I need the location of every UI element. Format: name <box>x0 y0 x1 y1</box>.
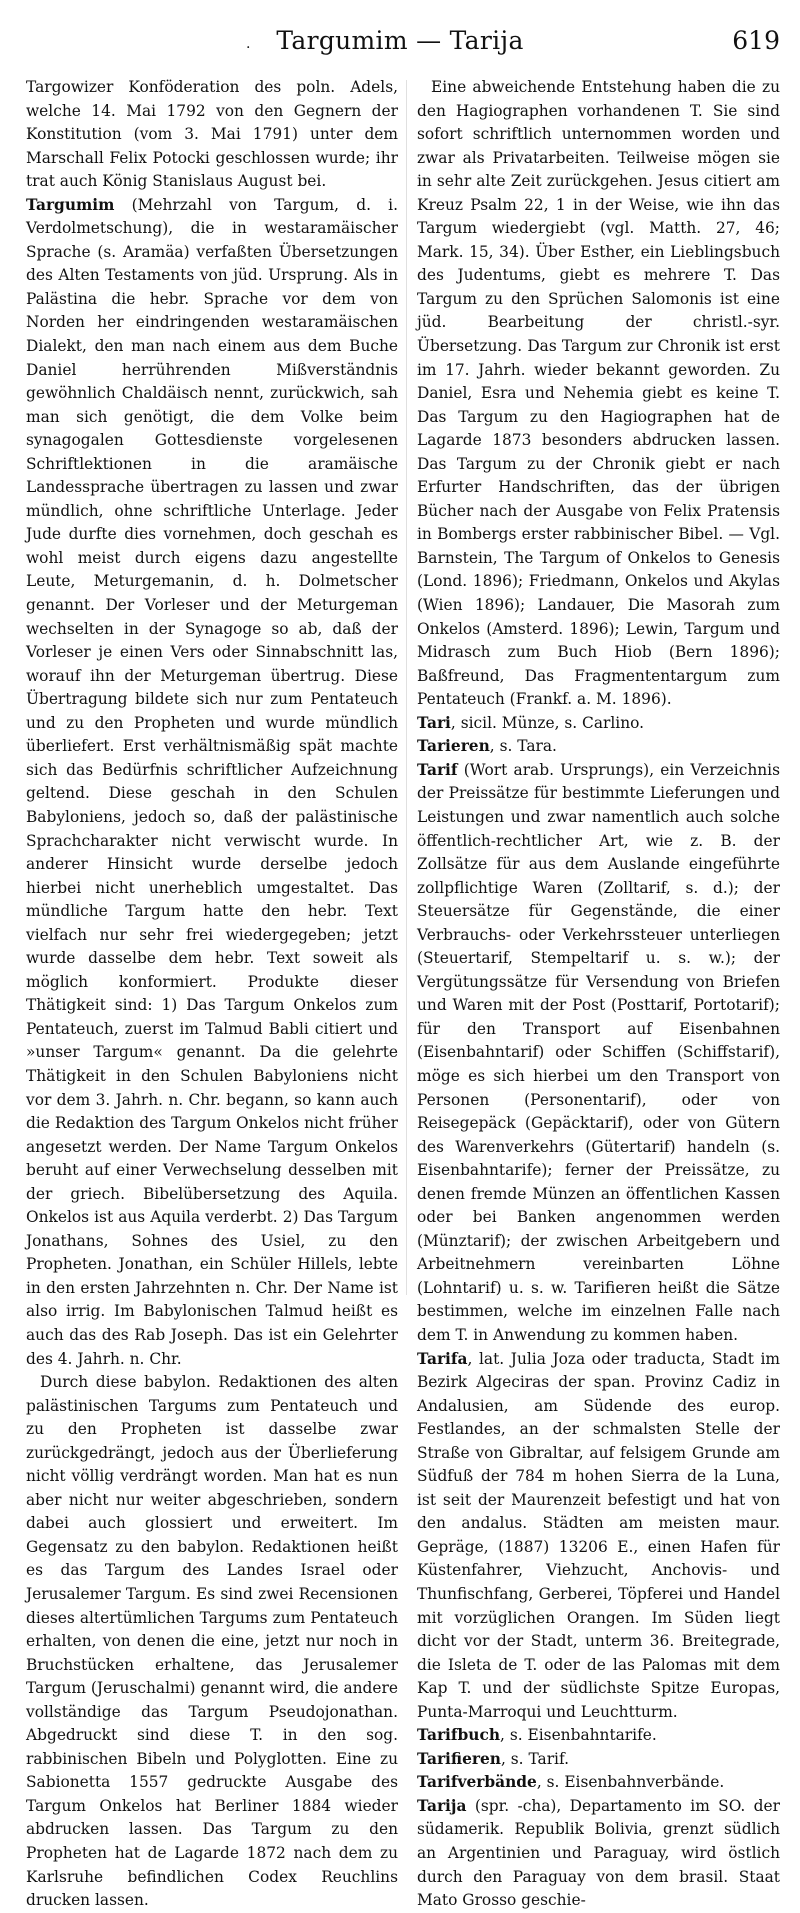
dictionary-entry <box>417 712 780 736</box>
entry-text: , lat. Julia Joza oder traducta, Stadt im Bezirk Algeciras der span. Provinz Cadiz in Andalusien, am Südende des europ. Festlandes, an der schmalsten Stelle der Straße von Gibraltar, auf felsigem Grunde am Südfuß der 784 m hohen Sierra de la Luna, ist seit der Maurenzeit befestigt und hat von den andalus. Städten am meisten maur. Gepräge, (1887) 13206 E., einen Hafen für Küstenfahrer, Viehzucht, Anchovis- und Thunfischfang, Gerberei, Töpferei und Handel mit vorzüglichen Orangen. Im Süden liegt dicht vor der Stadt, unterm 36. Breitegrade, die Isleta de T. oder de las Palomas mit dem Kap T. und der südlichste Spitze Europas, Punta-Marroqui und Leuchtturm. <box>417 1349 780 1721</box>
paragraph <box>417 76 780 712</box>
entry-text: (spr. -cha), Departamento im SO. der südamerik. Republik Bolivia, grenzt südlich an Argentinien und Paraguay, wird östlich durch den Paraguay von dem brasil. Staat Mato Grosso geschie- <box>417 1796 780 1910</box>
entry-text: , s. Eisenbahntarife. <box>500 1726 657 1745</box>
entry-headword: Targumim <box>26 195 115 214</box>
entry-text: , sicil. Münze, s. Carlino. <box>450 713 644 732</box>
dictionary-entry <box>417 1724 780 1748</box>
dictionary-entry <box>417 759 780 1348</box>
entry-headword: Tarifbuch <box>417 1726 501 1745</box>
dictionary-entry <box>417 1748 780 1772</box>
entry-text: , s. Eisenbahnverbände. <box>536 1773 725 1792</box>
dictionary-entry <box>26 194 398 1371</box>
dictionary-entry <box>417 1348 780 1725</box>
paragraph <box>26 76 398 194</box>
entry-headword: Tari <box>417 713 451 732</box>
entry-text: Targowizer Konföderation des poln. Adels, welche 14. Mai 1792 von den Gegnern der Konstitution (vom 3. Mai 1791) unter dem Marschall Felix Potocki geschlossen wurde; ihr trat auch König Stanislaus August bei. <box>26 78 398 191</box>
header-dot: . <box>246 36 251 52</box>
page-number: 619 <box>732 26 780 55</box>
running-title: Targumim — Tarija <box>276 26 524 55</box>
entry-text: , s. Tara. <box>489 737 557 756</box>
dictionary-entry <box>417 1795 780 1913</box>
entry-text: (Mehrzahl von Targum, d. i. Verdolmetschung), die in westaramäischer Sprache (s. Aramäa) verfaßten Übersetzungen des Alten Testaments von jüd. Ursprung. Als in Palästina die hebr. Sprache vor dem von Norden her eindringenden westaramäischen Dialekt, den man nach einem aus dem Buche Daniel herrührenden Mißverständnis gewöhnlich Chaldäisch nennt, zurückwich, sah man sich genötigt, die dem Volke beim synagogalen Gottesdienste vorgelesenen Schriftlektionen in die aramäische Landessprache übertragen zu lassen und zwar mündlich, ohne schriftliche Unterlage. Jeder Jude durfte dies vornehmen, doch geschah es wohl meist durch eigens dazu angestellte Leute, Meturgemanin, d. h. Dolmetscher genannt. Der Vorleser und der Meturgeman wechselten in der Synagoge so ab, daß der Vorleser je einen Vers oder Sinnabschnitt las, worauf ihn der Meturgeman übertrug. Diese Übertragung bildete sich nur zum Pentateuch und zu den Propheten und wurde mündlich überliefert. Erst verhältnismäßig spät machte sich das Bedürfnis schriftlicher Aufzeichnung geltend. Diese geschah in den Schulen Babyloniens, jedoch so, daß der palästinische Sprachcharakter nicht verwischt wurde. In anderer Hinsicht wurde derselbe jedoch hierbei nicht unerheblich umgestaltet. Das mündliche Targum hatte den hebr. Text vielfach nur sehr frei wiedergegeben; jetzt wurde dasselbe dem hebr. Text soweit als möglich konformiert. Produkte dieser Thätigkeit sind: 1) Das Targum Onkelos zum Pentateuch, zuerst im Talmud Babli citiert und »unser Targum« genannt. Da die gelehrte Thätigkeit in den Schulen Babyloniens nicht vor dem 3. Jahrh. n. Chr. begann, so kann auch die Redaktion des Targum Onkelos nicht früher angesetzt werden. Der Name Targum Onkelos beruht auf einer Verwechselung desselben mit der griech. Bibelübersetzung des Aquila. Onkelos ist aus Aquila verderbt. 2) Das Targum Jonathans, Sohnes des Usiel, zu den Propheten. Jonathan, ein Schüler Hillels, lebte in den ersten Jahrzehnten n. Chr. Der Name ist also irrig. Im Babylonischen Talmud heißt es auch das des Rab Joseph. Das ist ein Gelehrter des 4. Jahrh. n. Chr. <box>26 195 398 1368</box>
entry-text: , s. Tarif. <box>500 1749 570 1768</box>
dictionary-entry <box>417 1771 780 1795</box>
entry-headword: Tarifieren <box>417 1749 501 1768</box>
column-gutter <box>406 80 407 1295</box>
entry-headword: Tarifa <box>417 1349 468 1368</box>
left-column <box>26 76 398 1913</box>
paragraph <box>26 1371 398 1913</box>
entry-headword: Tarieren <box>417 737 490 756</box>
entry-text: Durch diese babylon. Redaktionen des alten palästinischen Targums zum Pentateuch und zu den Propheten ist dasselbe zwar zurückgedrängt, jedoch aus der Überlieferung nicht völlig verdrängt worden. Man hat es nun aber nicht nur weiter abgeschrieben, sondern dabei auch glossiert und erweitert. Im Gegensatz zu den babylon. Redaktionen heißt es das Targum des Landes Israel oder Jerusalemer Targum. Es sind zwei Recensionen dieses altertümlichen Targums zum Pentateuch erhalten, von denen die eine, jetzt nur noch in Bruchstücken erhaltene, das Jerusalemer Targum (Jeruschalmi) genannt wird, die andere vollständige das Targum Pseudojonathan. Abgedruckt sind diese T. in den sog. rabbinischen Bibeln und Polyglotten. Eine zu Sabionetta 1557 gedruckte Ausgabe des Targum Onkelos hat Berliner 1884 wieder abdrucken lassen. Das Targum zu den Propheten hat de Lagarde 1872 nach dem zu Karlsruhe befindlichen Codex Reuchlins drucken lassen. <box>26 1373 398 1910</box>
page-header <box>0 0 800 72</box>
entry-text: Eine abweichende Entstehung haben die zu den Hagiographen vorhandenen T. Sie sind sofort schriftlich unternommen worden und zwar als Privatarbeiten. Teilweise mögen sie in sehr alte Zeit zurückgehen. Jesus citiert am Kreuz Psalm 22, 1 in der Weise, wie ihn das Targum wiedergiebt (vgl. Matth. 27, 46; Mark. 15, 34). Über Esther, ein Lieblingsbuch des Judentums, giebt es mehrere T. Das Targum zu den Sprüchen Salomonis ist eine jüd. Bearbeitung der christl.-syr. Übersetzung. Das Targum zur Chronik ist erst im 17. Jahrh. wieder bekannt geworden. Zu Daniel, Esra und Nehemia giebt es keine T. Das Targum zu den Hagiographen hat de Lagarde 1873 besonders abdrucken lassen. Das Targum zu der Chronik giebt er nach Erfurter Handschriften, das der übrigen Bücher nach der Ausgabe von Felix Pratensis in Bombergs erster rabbinischer Bibel. — Vgl. Barnstein, The Targum of Onkelos to Genesis (Lond. 1896); Friedmann, Onkelos und Akylas (Wien 1896); Landauer, Die Masorah zum Onkelos (Amsterd. 1896); Lewin, Targum und Midrasch zum Buch Hiob (Bern 1896); Baßfreund, Das Fragmententargum zum Pentateuch (Frankf. a. M. 1896). <box>417 78 780 709</box>
entry-headword: Tarifverbände <box>417 1773 537 1792</box>
entry-text: (Wort arab. Ursprungs), ein Verzeichnis der Preissätze für bestimmte Lieferungen und Leistungen und zwar namentlich auch solche öffentlich-rechtlicher Art, wie z. B. der Zollsätze für aus dem Auslande eingeführte zollpflichtige Waren (Zolltarif, s. d.); der Steuersätze für Gegenstände, die einer Verbrauchs- oder Verkehrssteuer unterliegen (Steuertarif, Stempeltarif u. s. w.); der Vergütungssätze für Versendung von Briefen und Waren mit der Post (Posttarif, Portotarif); für den Transport auf Eisenbahnen (Eisenbahntarif) oder Schiffen (Schiffstarif), möge es sich hierbei um den Transport von Personen (Personentarif), oder von Reisegepäck (Gepäcktarif), oder von Gütern des Warenverkehrs (Gütertarif) handeln (s. Eisenbahntarife); ferner der Preissätze, zu denen fremde Münzen an öffentlichen Kassen oder bei Banken angenommen werden (Münztarif); der zwischen Arbeitgebern und Arbeitnehmern vereinbarten Löhne (Lohntarif) u. s. w. Tarifieren heißt die Sätze bestimmen, welche im einzelnen Falle nach dem T. in Anwendung zu kommen haben. <box>417 760 780 1344</box>
right-column <box>417 76 780 1913</box>
dictionary-entry <box>417 735 780 759</box>
entry-headword: Tarija <box>417 1796 467 1815</box>
entry-headword: Tarif <box>417 760 458 779</box>
